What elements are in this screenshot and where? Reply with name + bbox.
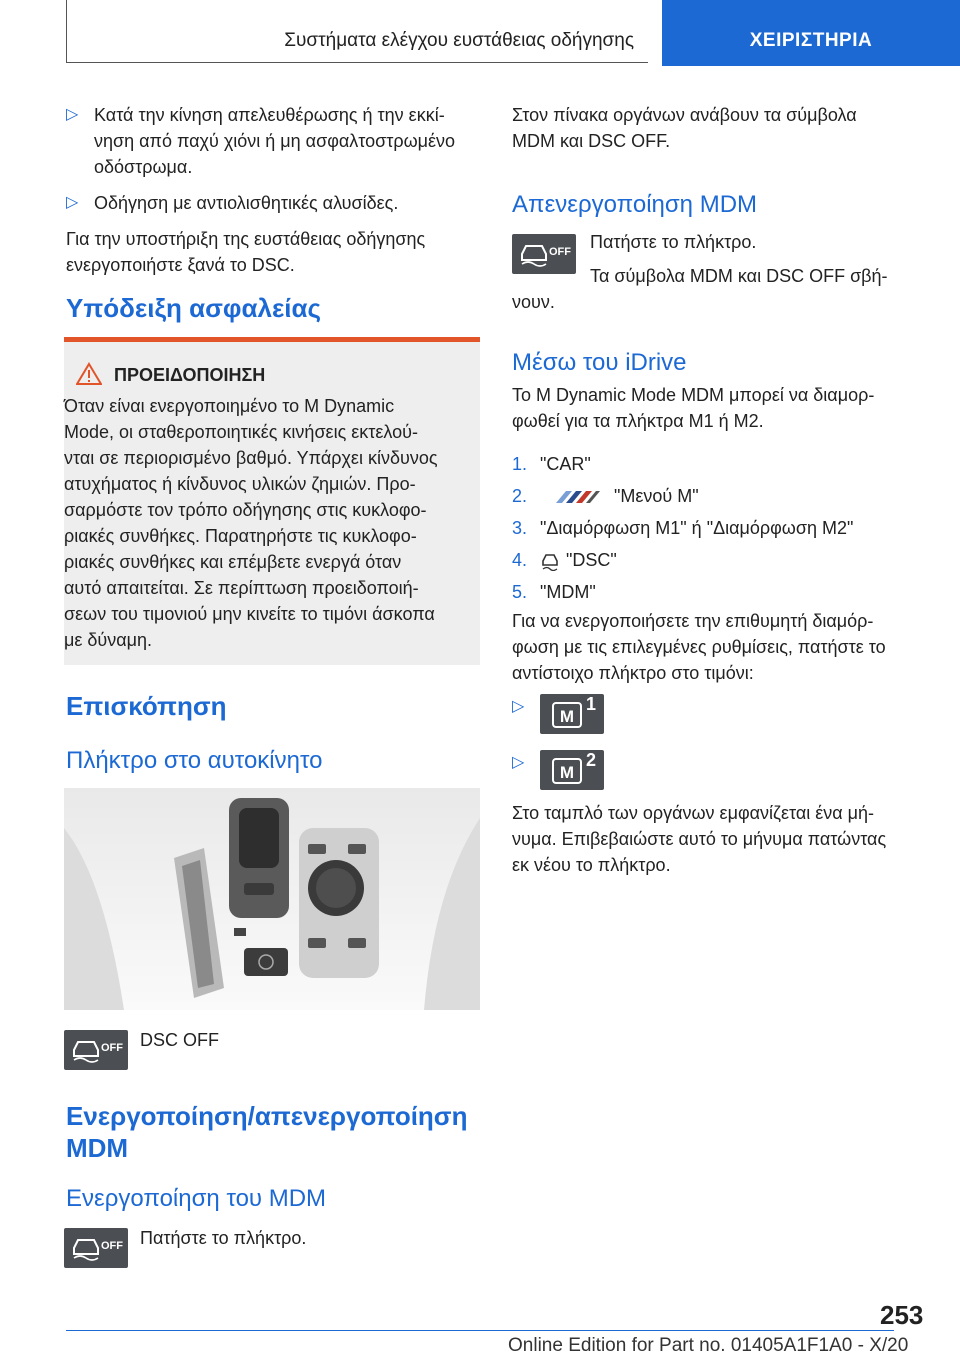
paragraph-line: Για να ενεργοποιήσετε την επιθυμητή διαμόρ- — [512, 611, 874, 631]
step-number: 2. — [512, 486, 528, 506]
car-skid-icon — [70, 1234, 102, 1262]
warning-line: νται σε περιορισμένο βαθμό. Υπάρχει κίνδυνος — [64, 448, 438, 468]
mdm-heading — [66, 1100, 467, 1164]
warning-line: ριακές συνθήκες. Παρατηρήστε τις κυκλοφο- — [64, 526, 417, 546]
car-skid-icon — [518, 240, 550, 268]
steps-list — [512, 448, 932, 608]
list-item — [512, 512, 932, 544]
mdm-heading-line: MDM — [66, 1133, 129, 1163]
m2-superscript: 2 — [586, 750, 597, 770]
paragraph-line: φωση με τις επιλεγμένες ρυθμίσεις, πατήστε το — [512, 637, 886, 657]
dsc-off-button-icon — [64, 1030, 128, 1070]
paragraph-line: νυμα. Επιβεβαιώστε αυτό το μήνυμα πατώντας — [512, 829, 887, 849]
center-console-photo — [64, 788, 480, 1010]
warning-line: ριακές συνθήκες και επέμβετε ενεργά όταν — [64, 552, 402, 572]
list-item — [512, 576, 932, 608]
deactivate-mdm-heading: Απενεργοποίηση MDM — [512, 191, 758, 218]
paragraph-line: ενεργοποιήστε ξανά το DSC. — [66, 255, 295, 275]
page-number: 253 — [880, 1300, 924, 1330]
bullet-triangle-icon: ▷ — [66, 106, 79, 123]
warning-bar — [64, 337, 480, 342]
warning-line: σεων του τιμονιού μην κινείτε το τιμόνι άσκοπα — [64, 604, 435, 624]
list-item — [512, 480, 932, 512]
warning-line: Όταν είναι ενεργοποιημένο το M Dynamic — [64, 396, 395, 416]
step-number: 1. — [512, 454, 528, 474]
chapter-tab — [662, 0, 960, 66]
car-skid-icon — [540, 551, 560, 571]
step-text: "Μενού M" — [614, 486, 699, 506]
paragraph-line: εκ νέου το πλήκτρο. — [512, 855, 671, 875]
confirm-paragraph — [512, 800, 932, 878]
m-stripes-icon — [552, 489, 602, 505]
car-skid-icon — [70, 1036, 102, 1064]
symbols-off-line: Τα σύμβολα MDM και DSC OFF σβή- — [590, 266, 888, 286]
paragraph-line: Στο ταμπλό των οργάνων εμφανίζεται ένα μή- — [512, 803, 875, 823]
mdm-heading-line: Ενεργοποίηση/απενεργοποίηση — [66, 1101, 468, 1131]
warning-text — [64, 393, 474, 653]
bullet-item — [66, 102, 482, 180]
warning-title: ΠΡΟΕΙΔΟΠΟΙΗΣΗ — [114, 365, 266, 385]
paragraph-line: Το M Dynamic Mode MDM μπορεί να διαμορ- — [512, 385, 875, 405]
press-button-text: Πατήστε το πλήκτρο. — [590, 232, 757, 252]
m-letter: M — [552, 758, 582, 784]
list-item — [512, 448, 932, 480]
paragraph-line: φωθεί για τα πλήκτρα M1 ή M2. — [512, 411, 764, 431]
section-title: Συστήματα ελέγχου ευστάθειας οδήγησης — [284, 30, 634, 51]
bullet-line: Κατά την κίνηση απελευθέρωσης ή την εκκί- — [94, 105, 445, 125]
warning-box — [64, 337, 480, 665]
paragraph — [66, 226, 482, 278]
warning-line: Mode, οι σταθεροποιητικές κινήσεις εκτελού- — [64, 422, 418, 442]
dsc-off-label: DSC OFF — [140, 1030, 219, 1050]
off-label: OFF — [101, 1042, 123, 1054]
idrive-heading: Μέσω του iDrive — [512, 349, 687, 376]
footer-divider — [66, 1330, 894, 1331]
dsc-off-button-icon — [64, 1228, 128, 1268]
right-intro — [512, 102, 922, 154]
step-number: 5. — [512, 582, 528, 602]
chapter-tab-label: ΧΕΙΡΙΣΤΗΡΙΑ — [749, 30, 873, 51]
warning-line: αυτό απαιτείται. Σε περίπτωση προειδοποιή- — [64, 578, 419, 598]
footer-edition: Online Edition for Part no. 01405A1F1A0 - X/20 — [508, 1335, 909, 1356]
step-text: "MDM" — [540, 582, 596, 602]
dsc-off-button-icon — [512, 234, 576, 274]
paragraph-line: αντίστοιχο πλήκτρο στο τιμόνι: — [512, 663, 754, 683]
off-label: OFF — [101, 1240, 123, 1252]
m1-superscript: 1 — [586, 694, 597, 714]
m1-button-icon — [540, 694, 604, 734]
list-item — [512, 544, 932, 576]
bullet-triangle-icon: ▷ — [66, 194, 79, 211]
paragraph-line: Στον πίνακα οργάνων ανάβουν τα σύμβολα — [512, 105, 857, 125]
m2-button-icon — [540, 750, 604, 790]
safety-heading: Υπόδειξη ασφαλείας — [66, 293, 322, 323]
activate-mdm-heading: Ενεργοποίηση του MDM — [66, 1185, 327, 1212]
paragraph-line: MDM και DSC OFF. — [512, 131, 671, 151]
step-text: "DSC" — [566, 550, 617, 570]
m-letter: M — [552, 702, 582, 728]
idrive-paragraph — [512, 382, 932, 434]
warning-triangle-icon — [76, 362, 102, 386]
bullet-triangle-icon: ▷ — [512, 698, 525, 715]
paragraph-line: Για την υποστήριξη της ευστάθειας οδήγησης — [66, 229, 426, 249]
warning-line: με δύναμη. — [64, 630, 153, 650]
symbols-off-line: νουν. — [512, 292, 555, 312]
step-number: 4. — [512, 550, 528, 570]
bullet-item — [66, 190, 482, 216]
overview-heading: Επισκόπηση — [66, 691, 227, 721]
config-paragraph — [512, 608, 932, 686]
step-text: "CAR" — [540, 454, 591, 474]
off-label: OFF — [549, 246, 571, 258]
bullet-line: νηση από παχύ χιόνι ή μη ασφαλτοστρωμένο — [94, 131, 456, 151]
bullet-triangle-icon: ▷ — [512, 754, 525, 771]
page-header — [0, 0, 960, 66]
press-button-text: Πατήστε το πλήκτρο. — [140, 1228, 307, 1248]
console-illustration — [64, 788, 480, 1010]
warning-line: σαρμόστε τον τρόπο οδήγησης στις κυκλοφο- — [64, 500, 427, 520]
bullet-line: Οδήγηση με αντιολισθητικές αλυσίδες. — [94, 193, 399, 213]
step-number: 3. — [512, 518, 528, 538]
warning-line: ατυχήματος ή κίνδυνος υλικών ζημιών. Προ- — [64, 474, 416, 494]
bullet-line: οδόστρωμα. — [94, 157, 193, 177]
step-text: "Διαμόρφωση M1" ή "Διαμόρφωση M2" — [540, 518, 854, 538]
car-button-heading: Πλήκτρο στο αυτοκίνητο — [66, 747, 323, 774]
left-column-intro — [66, 102, 482, 278]
